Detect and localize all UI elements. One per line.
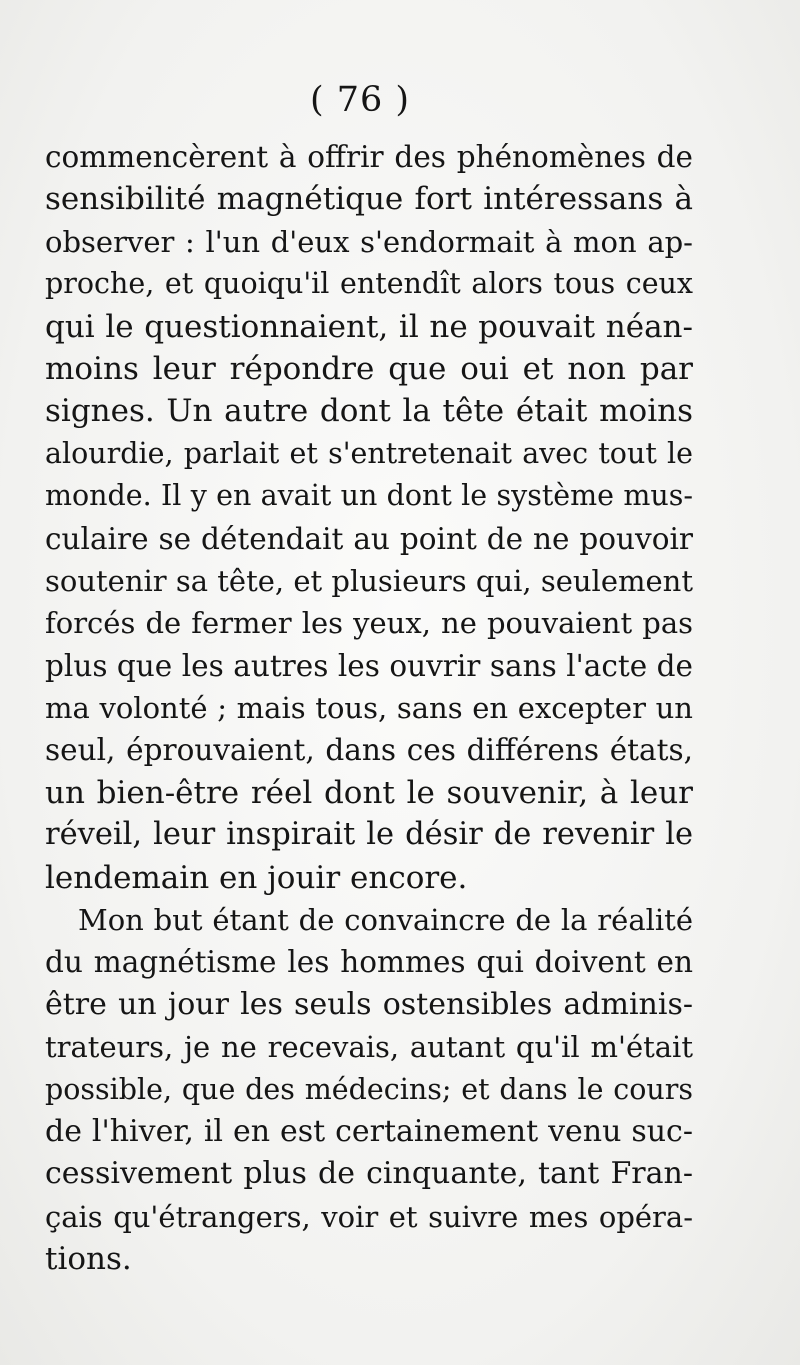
text-line: moins leur répondre que oui et non par bbox=[45, 350, 693, 387]
text-line: sensibilité magnétique fort intéressans à bbox=[45, 181, 693, 218]
text-line: un bien-être réel dont le souvenir, à leur bbox=[45, 774, 693, 811]
text-line: soutenir sa tête, et plusieurs qui, seulement bbox=[45, 563, 693, 598]
text-line: çais qu'étrangers, voir et suivre mes opéra- bbox=[45, 1199, 693, 1234]
text-line: signes. Un autre dont la tête était moins bbox=[45, 393, 693, 430]
paragraph-start-line: Mon but étant de convaincre de la réalité bbox=[78, 903, 693, 938]
body-text bbox=[45, 136, 693, 1281]
text-line: trateurs, je ne recevais, autant qu'il m'était bbox=[45, 1030, 693, 1065]
text-line: ma volonté ; mais tous, sans en excepter un bbox=[45, 691, 693, 726]
paragraph-end-line: lendemain en jouir encore. bbox=[45, 859, 468, 896]
text-line: seul, éprouvaient, dans ces différens états, bbox=[45, 733, 693, 768]
text-line: qui le questionnaient, il ne pouvait néan- bbox=[45, 308, 693, 345]
text-line: plus que les autres les ouvrir sans l'acte de bbox=[45, 648, 693, 683]
text-line: de l'hiver, il en est certainement venu suc- bbox=[45, 1113, 693, 1149]
page-number: ( 76 ) bbox=[309, 80, 411, 120]
paragraph-end-line: tions. bbox=[45, 1241, 132, 1278]
text-line: cessivement plus de cinquante, tant Fran- bbox=[45, 1156, 693, 1192]
text-line: alourdie, parlait et s'entretenait avec tout le bbox=[45, 436, 693, 470]
text-line: être un jour les seuls ostensibles adminis- bbox=[45, 986, 693, 1022]
text-line: observer : l'un d'eux s'endormait à mon ap- bbox=[45, 224, 693, 259]
text-line: culaire se détendait au point de ne pouvoir bbox=[45, 521, 693, 556]
text-line: forcés de fermer les yeux, ne pouvaient pas bbox=[45, 606, 693, 641]
text-line: réveil, leur inspirait le désir de revenir le bbox=[45, 817, 693, 853]
text-line: commencèrent à offrir des phénomènes de bbox=[45, 140, 693, 174]
text-line: du magnétisme les hommes qui doivent en bbox=[45, 945, 693, 980]
text-line: possible, que des médecins; et dans le cours bbox=[45, 1072, 693, 1106]
text-line: proche, et quoiqu'il entendît alors tous ceux bbox=[45, 267, 693, 301]
text-line: monde. Il y en avait un dont le système mus- bbox=[45, 479, 693, 513]
